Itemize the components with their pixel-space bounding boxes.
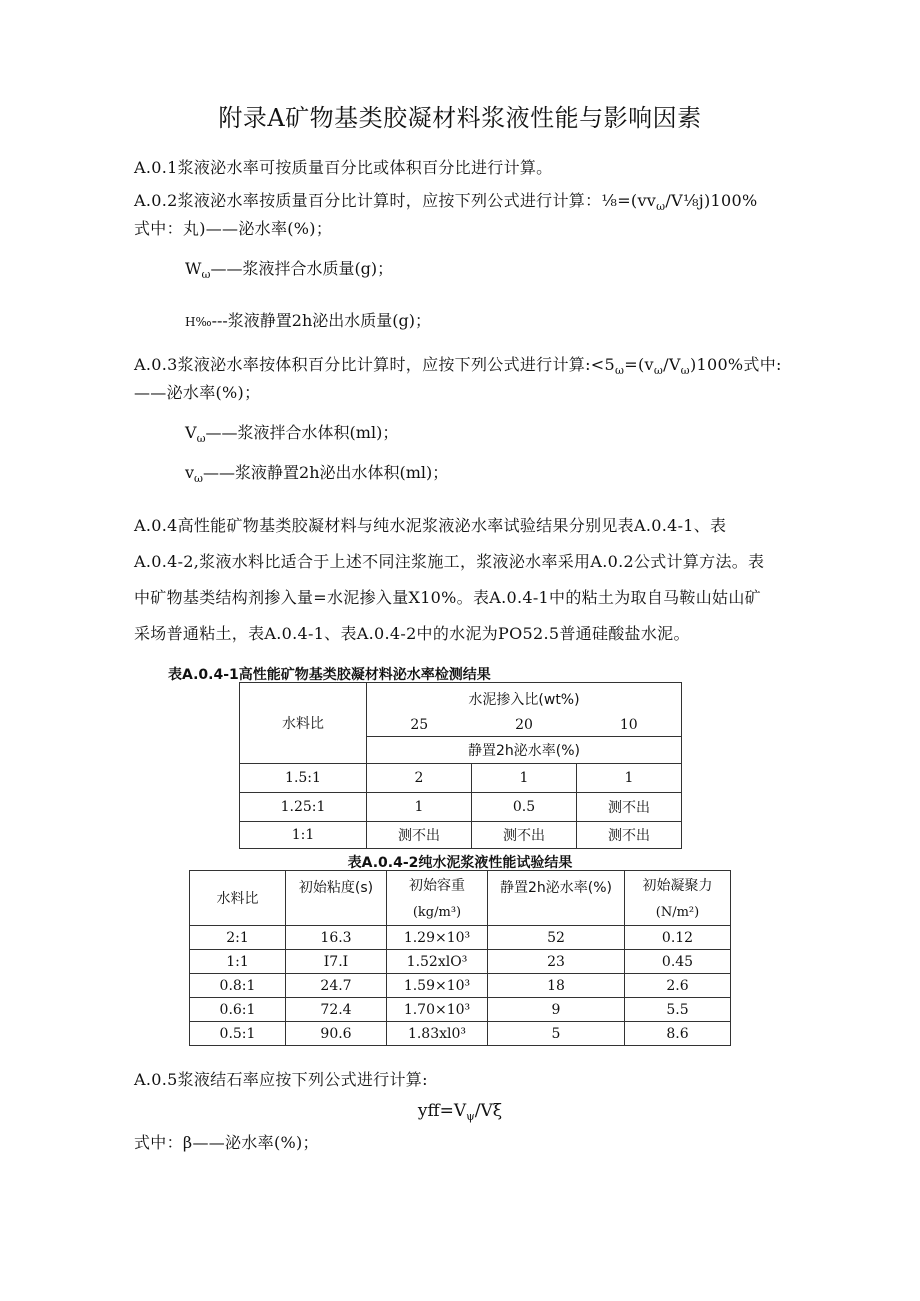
a02-def1-symbol: W <box>185 259 202 278</box>
a02-line1-text: A.0.2浆液泌水率按质量百分比计算时，应按下列公式进行计算：⅛=(vv <box>134 191 657 210</box>
table1-cell: 1 <box>472 764 577 793</box>
a03-line1-mid: =(v <box>624 355 654 374</box>
table1-cell: 测不出 <box>367 822 472 849</box>
section-a03-line1 <box>134 352 782 375</box>
a03-line1-sub3: ω <box>680 364 690 377</box>
table1-cell: 1.25:1 <box>240 793 367 822</box>
a03-def2-symbol: v <box>185 463 195 482</box>
table2-header-bleed: 静置2h泌水率(%) <box>488 871 625 926</box>
table2-cell: 1.52xlO³ <box>387 950 488 974</box>
a03-line1-sub1: ω <box>614 364 625 377</box>
section-a01: A.0.1浆液泌水率可按质量百分比或体积百分比进行计算。 <box>134 158 553 177</box>
a02-definition-1 <box>185 256 393 279</box>
table2-cell: 1.70×10³ <box>387 998 488 1022</box>
table1-cell: 1.5:1 <box>240 764 367 793</box>
table2-cell: 52 <box>488 926 625 950</box>
table-row <box>190 926 731 950</box>
section-a05-line1: A.0.5浆液结石率应按下列公式进行计算: <box>134 1070 428 1089</box>
section-a04-line1: A.0.4高性能矿物基类胶凝材料与纯水泥浆液泌水率试验结果分别见表A.0.4-1、表 <box>134 516 727 535</box>
table1-caption: 表A.0.4-1高性能矿物基类胶凝材料泌水率检测结果 <box>168 667 491 683</box>
table-row <box>190 1022 731 1046</box>
table2-cell: 5.5 <box>625 998 731 1022</box>
table2-cell: 1:1 <box>190 950 286 974</box>
table2-cell: 9 <box>488 998 625 1022</box>
table2-cell: I7.I <box>286 950 387 974</box>
a03-def2-sub: ω <box>194 472 204 485</box>
table2-cell: 0.8:1 <box>190 974 286 998</box>
table2-cell: 0.12 <box>625 926 731 950</box>
table1-ratio-20: 20 <box>472 715 577 737</box>
table1-cell: 2 <box>367 764 472 793</box>
table2-header-density-unit: (kg/m³) <box>387 900 488 926</box>
table1-cell: 测不出 <box>472 822 577 849</box>
section-a04-line3: 中矿物基类结构剂掺入量=水泥掺入量X10%。表A.0.4-1中的粘土为取自马鞍山姑山矿 <box>134 588 761 607</box>
table2-cell: 1.29×10³ <box>387 926 488 950</box>
table2-cell: 0.45 <box>625 950 731 974</box>
table-row <box>240 764 682 793</box>
table2-cell: 24.7 <box>286 974 387 998</box>
table2-cell: 2:1 <box>190 926 286 950</box>
table2-cell: 23 <box>488 950 625 974</box>
table2-cell: 72.4 <box>286 998 387 1022</box>
table2-cell: 1.83xl0³ <box>387 1022 488 1046</box>
a05-formula-a: yff=V <box>417 1101 467 1121</box>
table2-cell: 8.6 <box>625 1022 731 1046</box>
table-row <box>240 822 682 849</box>
table1-cell: 1:1 <box>240 822 367 849</box>
section-a04-line2: A.0.4-2,浆液水料比适合于上述不同注浆施工，浆液泌水率采用A.0.2公式计算方法。表 <box>134 552 765 571</box>
table-row <box>240 793 682 822</box>
table2-cell: 2.6 <box>625 974 731 998</box>
table2-cell: 90.6 <box>286 1022 387 1046</box>
section-a02-line2: 式中：丸)——泌水率(%)； <box>134 219 333 238</box>
page-title: 附录A矿物基类胶凝材料浆液性能与影响因素 <box>218 104 702 132</box>
section-a02-line1 <box>134 188 758 211</box>
table2-cell: 18 <box>488 974 625 998</box>
a03-def1-text: ——浆液拌合水体积(ml)； <box>205 423 399 442</box>
table1 <box>239 682 682 849</box>
table2-header-viscosity: 初始粘度(s) <box>286 871 387 926</box>
table2-cell: 16.3 <box>286 926 387 950</box>
section-a03-line2: ——泌水率(%)； <box>134 383 261 402</box>
a03-definition-2 <box>185 460 448 483</box>
table-row <box>190 974 731 998</box>
table2-cell: 0.6:1 <box>190 998 286 1022</box>
a03-line1-end: )100%式中: <box>689 355 782 374</box>
a02-def2-text: ---浆液静置2h泌出水质量(g)； <box>211 311 432 330</box>
a03-definition-1 <box>185 420 398 443</box>
a02-definition-2 <box>185 308 431 331</box>
a02-def1-text: ——浆液拌合水质量(g)； <box>210 259 394 278</box>
table2-cell: 5 <box>488 1022 625 1046</box>
section-a05-line2: 式中：β——泌水率(%)； <box>134 1133 319 1152</box>
a03-def1-symbol: V <box>185 423 197 442</box>
table1-cell: 1 <box>367 793 472 822</box>
table2-cell: 1.59×10³ <box>387 974 488 998</box>
table1-cell: 1 <box>577 764 682 793</box>
a05-formula-sub: ψ <box>466 1110 475 1123</box>
section-a04-line4: 采场普通粘土，表A.0.4-1、表A.0.4-2中的水泥为PO52.5普通硅酸盐水泥。 <box>134 624 690 643</box>
a02-def1-sub: ω <box>201 268 211 281</box>
a03-line1-text: A.0.3浆液泌水率按体积百分比计算时，应按下列公式进行计算:<5 <box>134 355 615 374</box>
table1-sub-header: 静置2h泌水率(%) <box>367 737 682 764</box>
a02-line1-sub: ω <box>656 200 666 213</box>
a03-line1-mid2: /V <box>663 355 681 374</box>
table1-cell: 测不出 <box>577 822 682 849</box>
table1-ratio-10: 10 <box>577 715 682 737</box>
table1-cell: 0.5 <box>472 793 577 822</box>
table2 <box>189 870 731 1046</box>
a02-line1-end: /V⅛j)100% <box>665 191 758 210</box>
table2-header-cohesion-unit: (N/m²) <box>625 900 731 926</box>
table2-header-density: 初始容重 <box>387 871 488 900</box>
a02-def2-symbol: H‰ <box>185 315 212 329</box>
table2-header-cohesion: 初始凝聚力 <box>625 871 731 900</box>
a03-def2-text: ——浆液静置2h泌出水体积(ml)； <box>203 463 449 482</box>
table2-cell: 0.5:1 <box>190 1022 286 1046</box>
a03-def1-sub: ω <box>196 432 206 445</box>
a05-formula <box>0 1101 920 1121</box>
table1-row-header: 水料比 <box>240 683 367 764</box>
a03-line1-sub2: ω <box>653 364 664 377</box>
table1-group-header: 水泥掺入比(wt%) <box>367 683 682 715</box>
table2-header-ratio: 水料比 <box>190 871 286 926</box>
a05-formula-b: /Vξ <box>474 1101 503 1121</box>
table2-caption: 表A.0.4-2纯水泥浆液性能试验结果 <box>347 855 573 871</box>
table1-cell: 测不出 <box>577 793 682 822</box>
table-row <box>190 998 731 1022</box>
table1-ratio-25: 25 <box>367 715 472 737</box>
table-row <box>190 950 731 974</box>
